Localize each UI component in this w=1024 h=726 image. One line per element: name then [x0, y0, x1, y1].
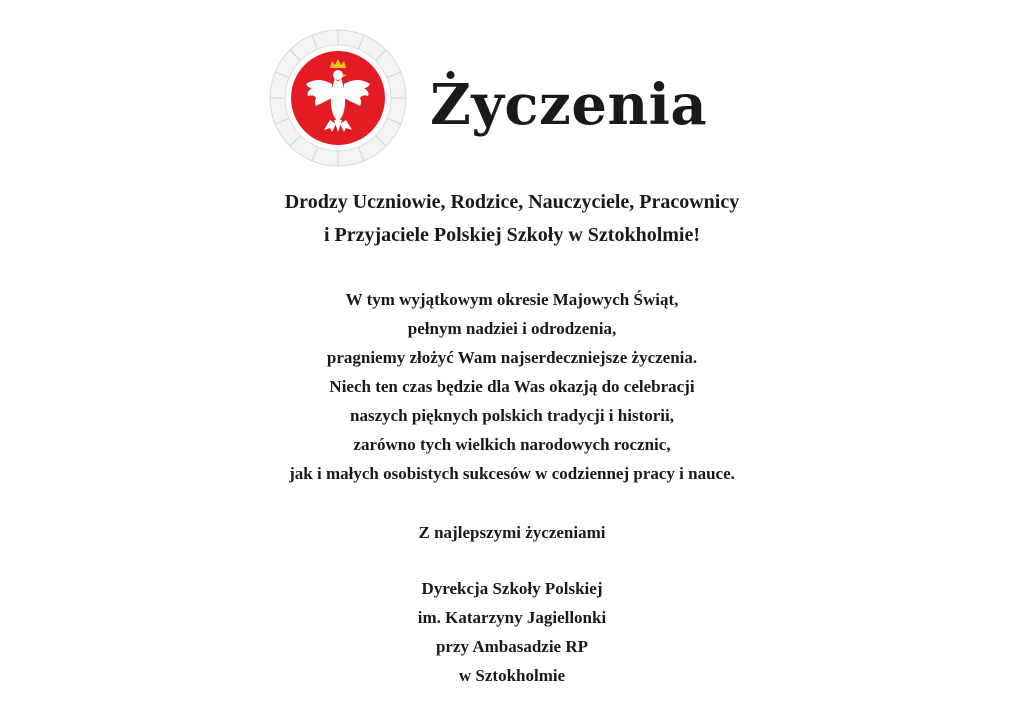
signature-line: Dyrekcja Szkoły Polskiej [421, 579, 603, 598]
page-title: Życzenia [430, 72, 708, 138]
wishes-line: naszych pięknych polskich tradycji i historii, [350, 406, 674, 425]
wishes-line: Niech ten czas będzie dla Was okazją do celebracji [329, 377, 695, 396]
polish-eagle-cockade-icon [268, 28, 408, 168]
wishes-text [0, 285, 1024, 488]
greeting [0, 186, 1024, 252]
signature-line: przy Ambasadzie RP [435, 637, 589, 656]
greeting-line: Drodzy Uczniowie, Rodzice, Nauczyciele, Pracownicy [284, 191, 740, 213]
wishes-line: jak i małych osobistych sukcesów w codziennej pracy i nauce. [289, 464, 735, 483]
wishes-line: W tym wyjątkowym okresie Majowych Świąt, [345, 290, 679, 309]
signature [0, 574, 1024, 690]
closing-line: Z najlepszymi życzeniami [418, 523, 606, 542]
wishes-line: pragniemy złożyć Wam najserdeczniejsze życzenia. [326, 348, 698, 367]
wishes-line: pełnym nadziei i odrodzenia, [407, 319, 617, 338]
signature-line: w Sztokholmie [458, 666, 566, 685]
greeting-line: i Przyjaciele Polskiej Szkoły w Sztokholmie! [323, 224, 701, 246]
signature-line: im. Katarzyny Jagiellonki [417, 608, 607, 627]
closing [0, 518, 1024, 547]
wishes-line: zarówno tych wielkich narodowych rocznic, [353, 435, 671, 454]
header [0, 28, 1024, 170]
